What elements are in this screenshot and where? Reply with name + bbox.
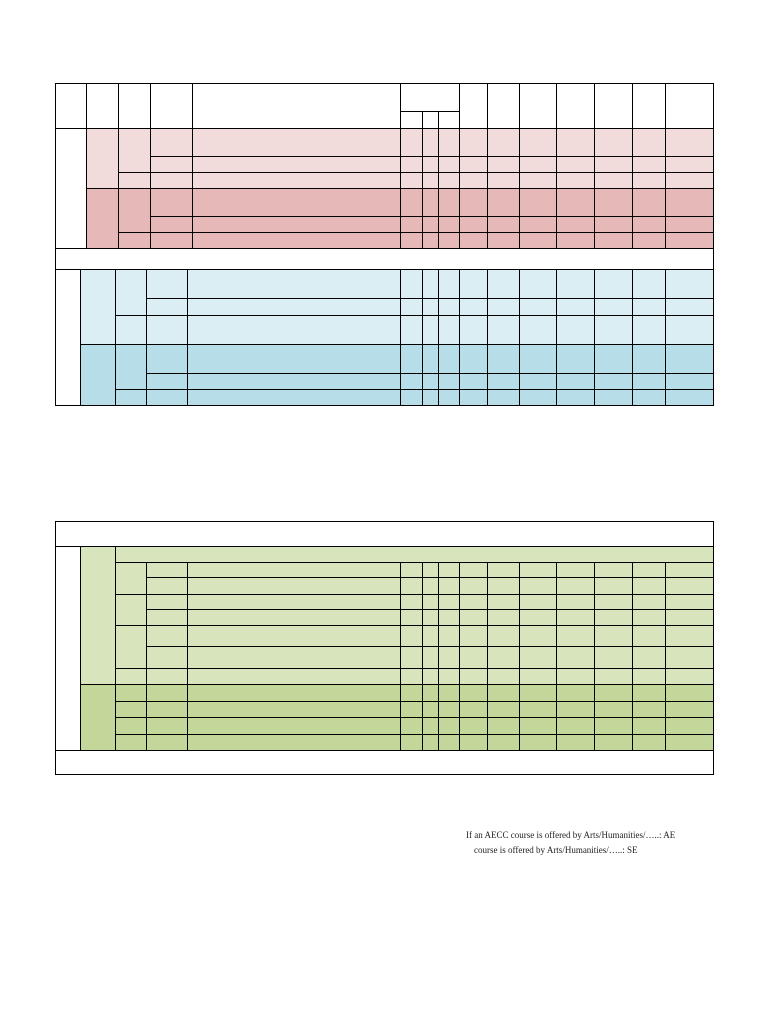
footnote-aecc: If an AECC course is offered by Arts/Humanities/…..: AE bbox=[466, 830, 676, 840]
green-header-strip bbox=[115, 546, 713, 562]
green-light-band bbox=[80, 546, 713, 684]
footnote-sec: course is offered by Arts/Humanities/…..: SE bbox=[474, 845, 638, 855]
